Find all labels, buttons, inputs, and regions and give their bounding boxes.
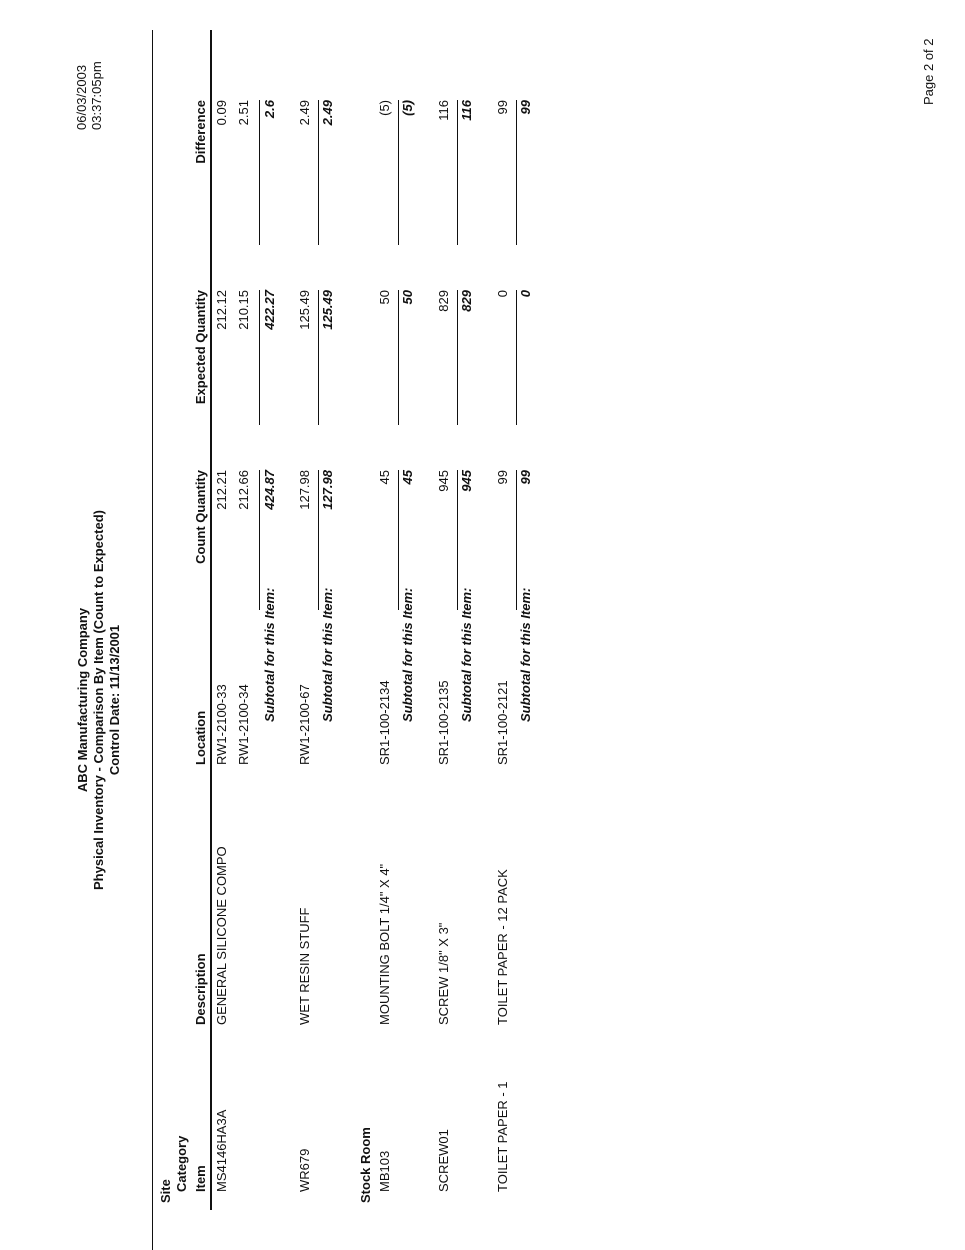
row-location: RW1-2100-67 <box>297 684 312 765</box>
item-description: WET RESIN STUFF <box>297 907 312 1025</box>
row-difference: 0.09 <box>214 100 229 126</box>
row-difference: (5) <box>377 100 392 116</box>
item-description: MOUNTING BOLT 1/4" X 4" <box>377 863 392 1025</box>
col-count-qty: Count Quantity <box>193 470 208 564</box>
subtotal-rule <box>259 290 260 425</box>
subtotal-rule <box>516 470 517 610</box>
subtotal-expected: 829 <box>459 290 474 312</box>
subtotal-difference: (5) <box>400 100 415 116</box>
subtotal-label: Subtotal for this Item: <box>459 587 474 722</box>
subtotal-rule <box>259 100 260 245</box>
subtotal-expected: 0 <box>518 290 533 298</box>
subtotal-rule <box>457 290 458 425</box>
subtotal-rule <box>457 470 458 610</box>
subtotal-label: Subtotal for this Item: <box>262 587 277 722</box>
col-difference: Difference <box>193 100 208 164</box>
subtotal-rule <box>259 470 260 610</box>
subtotal-count: 424.87 <box>262 470 277 510</box>
row-difference: 2.51 <box>236 100 251 126</box>
col-description: Description <box>193 953 208 1025</box>
row-count: 212.66 <box>236 470 251 510</box>
row-count: 212.21 <box>214 470 229 510</box>
subtotal-rule <box>398 100 399 245</box>
print-time: 03:37:05pm <box>89 61 104 130</box>
row-location: SR1-100-2134 <box>377 680 392 765</box>
row-location: RW1-2100-33 <box>214 684 229 765</box>
subtotal-rule <box>318 470 319 610</box>
subtotal-label: Subtotal for this Item: <box>518 587 533 722</box>
subtotal-rule <box>516 100 517 245</box>
row-expected: 210.15 <box>236 290 251 330</box>
subtotal-rule <box>516 290 517 425</box>
row-count: 99 <box>495 470 510 485</box>
item-code: MB103 <box>377 1150 392 1192</box>
subtotal-count: 45 <box>400 470 415 485</box>
item-description: GENERAL SILICONE COMPO <box>214 846 229 1025</box>
page-number: Page 2 of 2 <box>921 38 936 105</box>
col-site: Site <box>158 1179 173 1203</box>
subtotal-difference: 2.6 <box>262 100 277 119</box>
item-description: TOILET PAPER - 12 PACK <box>495 869 510 1025</box>
col-expected-qty: Expected Quantity <box>193 290 208 405</box>
col-location: Location <box>193 710 208 765</box>
col-category: Category <box>174 1135 189 1192</box>
row-expected: 0 <box>495 290 510 298</box>
report-title: Physical Inventory - Comparison By Item (Count to Expected) <box>91 510 106 890</box>
row-location: SR1-100-2135 <box>436 680 451 765</box>
top-rule <box>152 30 153 1250</box>
row-expected: 212.12 <box>214 290 229 330</box>
subtotal-rule <box>318 290 319 425</box>
subtotal-difference: 116 <box>459 100 474 121</box>
subtotal-count: 99 <box>518 470 533 485</box>
header-rule <box>210 30 212 1210</box>
control-date: Control Date: 11/13/2001 <box>107 624 122 776</box>
row-expected: 829 <box>436 290 451 312</box>
row-expected: 50 <box>377 290 392 305</box>
subtotal-difference: 2.49 <box>320 100 335 126</box>
row-difference: 116 <box>436 100 451 121</box>
item-code: MS4146HA3A <box>214 1109 229 1192</box>
subtotal-expected: 50 <box>400 290 415 305</box>
subtotal-count: 127.98 <box>320 470 335 510</box>
subtotal-rule <box>318 100 319 245</box>
subtotal-expected: 125.49 <box>320 290 335 330</box>
subtotal-rule <box>398 290 399 425</box>
category-heading: Stock Room <box>358 1127 373 1203</box>
subtotal-count: 945 <box>459 470 474 492</box>
row-count: 127.98 <box>297 470 312 510</box>
row-location: RW1-2100-34 <box>236 684 251 765</box>
subtotal-rule <box>398 470 399 610</box>
print-date: 06/03/2003 <box>74 64 89 130</box>
subtotal-expected: 422.27 <box>262 290 277 330</box>
subtotal-label: Subtotal for this Item: <box>400 587 415 722</box>
subtotal-difference: 99 <box>518 100 533 115</box>
company-name: ABC Manufacturing Company <box>75 607 90 793</box>
item-code: SCREW01 <box>436 1129 451 1192</box>
subtotal-rule <box>457 100 458 245</box>
row-location: SR1-100-2121 <box>495 680 510 765</box>
row-difference: 2.49 <box>297 100 312 126</box>
row-count: 45 <box>377 470 392 485</box>
item-code: TOILET PAPER - 1 <box>495 1081 510 1192</box>
row-expected: 125.49 <box>297 290 312 330</box>
subtotal-label: Subtotal for this Item: <box>320 587 335 722</box>
row-difference: 99 <box>495 100 510 115</box>
col-item: Item <box>193 1165 208 1192</box>
item-description: SCREW 1/8" X 3" <box>436 922 451 1025</box>
item-code: WR679 <box>297 1148 312 1192</box>
row-count: 945 <box>436 470 451 492</box>
